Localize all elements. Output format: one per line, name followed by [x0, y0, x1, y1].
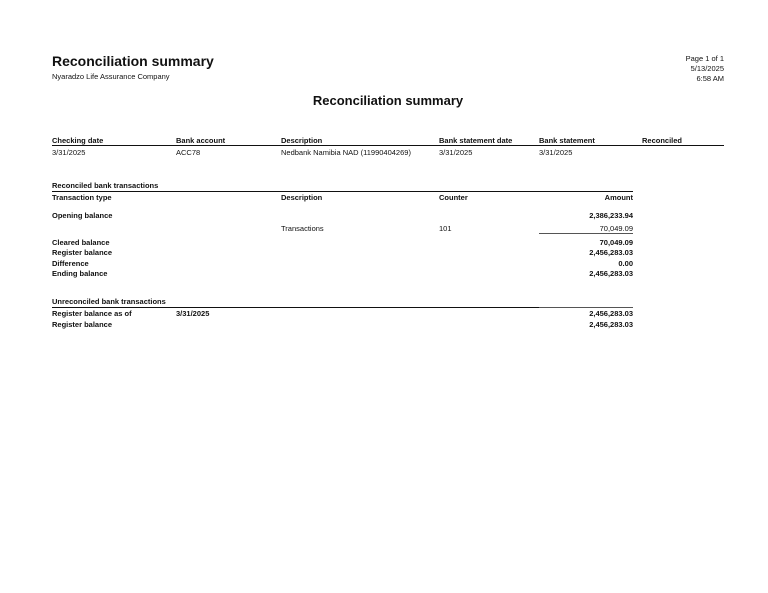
difference-label: Difference — [52, 259, 89, 268]
unreconciled-amount-rule — [539, 307, 633, 308]
opening-balance-label: Opening balance — [52, 211, 113, 220]
opening-balance-amount: 2,386,233.94 — [589, 211, 633, 220]
transactions-description: Transactions — [281, 224, 324, 233]
col-amount: Amount — [604, 193, 633, 202]
cell-bank-statement-date: 3/31/2025 — [439, 148, 473, 157]
col-checking-date: Checking date — [52, 136, 104, 145]
cell-checking-date: 3/31/2025 — [52, 148, 86, 157]
cell-description: Nedbank Namibia NAD (11990404269) — [281, 148, 411, 157]
ending-balance-label: Ending balance — [52, 269, 108, 278]
report-date: 5/13/2025 — [690, 64, 724, 73]
report-time: 6:58 AM — [696, 74, 724, 83]
page-info — [686, 54, 724, 84]
col-counter: Counter — [439, 193, 468, 202]
center-title: Reconciliation summary — [312, 93, 464, 108]
reconciled-section-title: Reconciled bank transactions — [52, 181, 159, 190]
col-txn-description: Description — [281, 193, 323, 202]
unreconciled-section-rule — [52, 307, 539, 308]
transactions-underline — [539, 233, 633, 234]
col-reconciled: Reconciled — [642, 136, 683, 145]
col-bank-account: Bank account — [176, 136, 226, 145]
cell-bank-account: ACC78 — [176, 148, 201, 157]
col-transaction-type: Transaction type — [52, 193, 112, 202]
cleared-balance-label: Cleared balance — [52, 238, 110, 247]
transactions-counter: 101 — [439, 224, 452, 233]
col-description: Description — [281, 136, 323, 145]
report-title: Reconciliation summary — [52, 53, 214, 69]
register-asof-label: Register balance as of — [52, 309, 132, 318]
register-balance-label: Register balance — [52, 248, 113, 257]
unreconciled-register-label: Register balance — [52, 320, 113, 329]
cell-bank-statement: 3/31/2025 — [539, 148, 573, 157]
unreconciled-register-amount: 2,456,283.03 — [589, 320, 633, 329]
page-number: Page 1 of 1 — [685, 54, 724, 63]
register-asof-amount: 2,456,283.03 — [589, 309, 633, 318]
register-asof-date: 3/31/2025 — [176, 309, 210, 318]
ending-balance-amount: 2,456,283.03 — [589, 269, 633, 278]
unreconciled-section-title: Unreconciled bank transactions — [52, 297, 166, 306]
register-balance-amount: 2,456,283.03 — [589, 248, 633, 257]
reconciled-section-rule — [52, 191, 633, 192]
company-name: Nyaradzo Life Assurance Company — [52, 72, 170, 81]
difference-amount: 0.00 — [618, 259, 633, 268]
col-bank-statement: Bank statement — [539, 136, 595, 145]
transactions-amount: 70,049.09 — [599, 224, 633, 233]
col-bank-statement-date: Bank statement date — [439, 136, 513, 145]
cleared-balance-amount: 70,049.09 — [599, 238, 633, 247]
summary-header-rule — [52, 145, 724, 146]
